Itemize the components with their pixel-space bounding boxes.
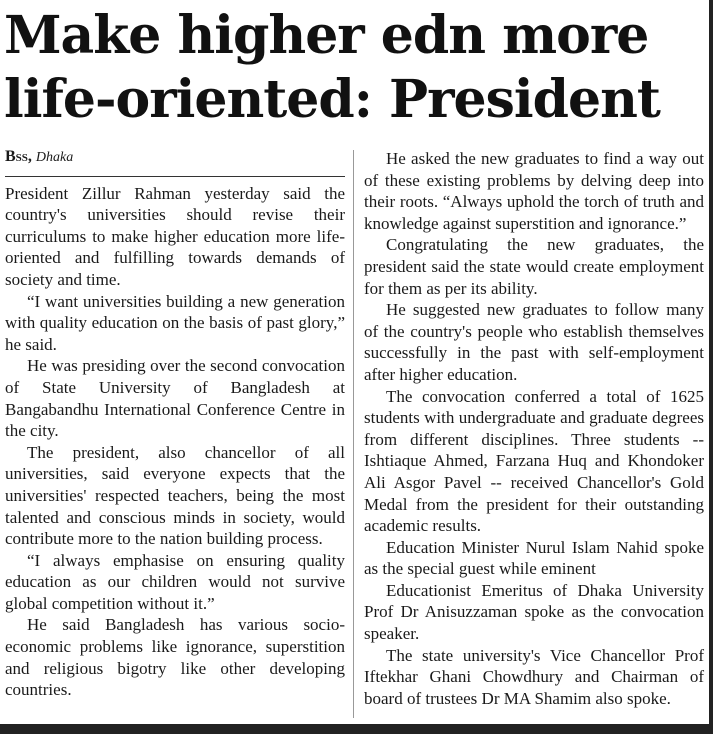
paragraph: He said Bangladesh has various socio-economic problems like ignorance, superstition and religious bigotry like other developing countries. bbox=[5, 615, 345, 700]
paragraph: He asked the new graduates to find a way out of these existing problems by delving deep into their roots. “Always uphold the torch of truth and knowledge against superstition and ignorance.” bbox=[364, 149, 704, 233]
paragraph: “I want universities building a new generation with quality education on the basis of past glory,” he said. bbox=[5, 291, 345, 354]
paragraph: Congratulating the new graduates, the president said the state would create employment for them as per its ability. bbox=[364, 235, 704, 298]
paragraph: Education Minister Nurul Islam Nahid spoke as the special guest while eminent bbox=[364, 537, 704, 579]
paragraph: Educationist Emeritus of Dhaka University Prof Dr Anisuzzaman spoke as the convocation speaker. bbox=[364, 580, 704, 644]
headline-line-2: life-oriented: President bbox=[4, 69, 660, 130]
paragraph: President Zillur Rahman yesterday said the country's universities should revise their curriculums to make higher education more life-oriented and fulfilling towards demands of society and time. bbox=[5, 183, 345, 289]
scan-edge-bottom bbox=[0, 724, 713, 734]
byline bbox=[5, 146, 345, 169]
byline-agency: Bss, bbox=[5, 148, 32, 165]
left-column bbox=[5, 146, 345, 701]
scan-edge-right bbox=[709, 0, 713, 734]
byline-place: Dhaka bbox=[35, 150, 74, 165]
headline-line-1: Make higher edn more bbox=[4, 5, 649, 66]
headline bbox=[4, 4, 704, 132]
paragraph: “I always emphasise on ensuring quality education as our children would not survive global competition without it.” bbox=[5, 550, 345, 613]
paragraph: The convocation conferred a total of 1625 students with undergraduate and graduate degrees from different disciplines. Three students -- Ishtiaque Ahmed, Farzana Huq and Khondoker Ali Asgor Pavel -- received Chancellor's Gold Medal from the president for their outstanding academic results. bbox=[364, 386, 704, 536]
right-column bbox=[364, 148, 704, 709]
paragraph: He was presiding over the second convocation of State University of Bangladesh at Bangabandhu International Conference Centre in the city. bbox=[5, 356, 345, 441]
paragraph: The state university's Vice Chancellor Prof Iftekhar Ghani Chowdhury and Chairman of board of trustees Dr MA Shamim also spoke. bbox=[364, 645, 704, 708]
paragraph: The president, also chancellor of all universities, said everyone expects that the universities' respected teachers, being the most talented and conscious minds in society, would contribute more to the nation building process. bbox=[5, 442, 345, 549]
paragraph: He suggested new graduates to follow many of the country's people who establish themselves successfully in the past with self-employment after higher education. bbox=[364, 300, 704, 384]
column-divider bbox=[353, 150, 354, 718]
byline-rule bbox=[5, 176, 345, 177]
